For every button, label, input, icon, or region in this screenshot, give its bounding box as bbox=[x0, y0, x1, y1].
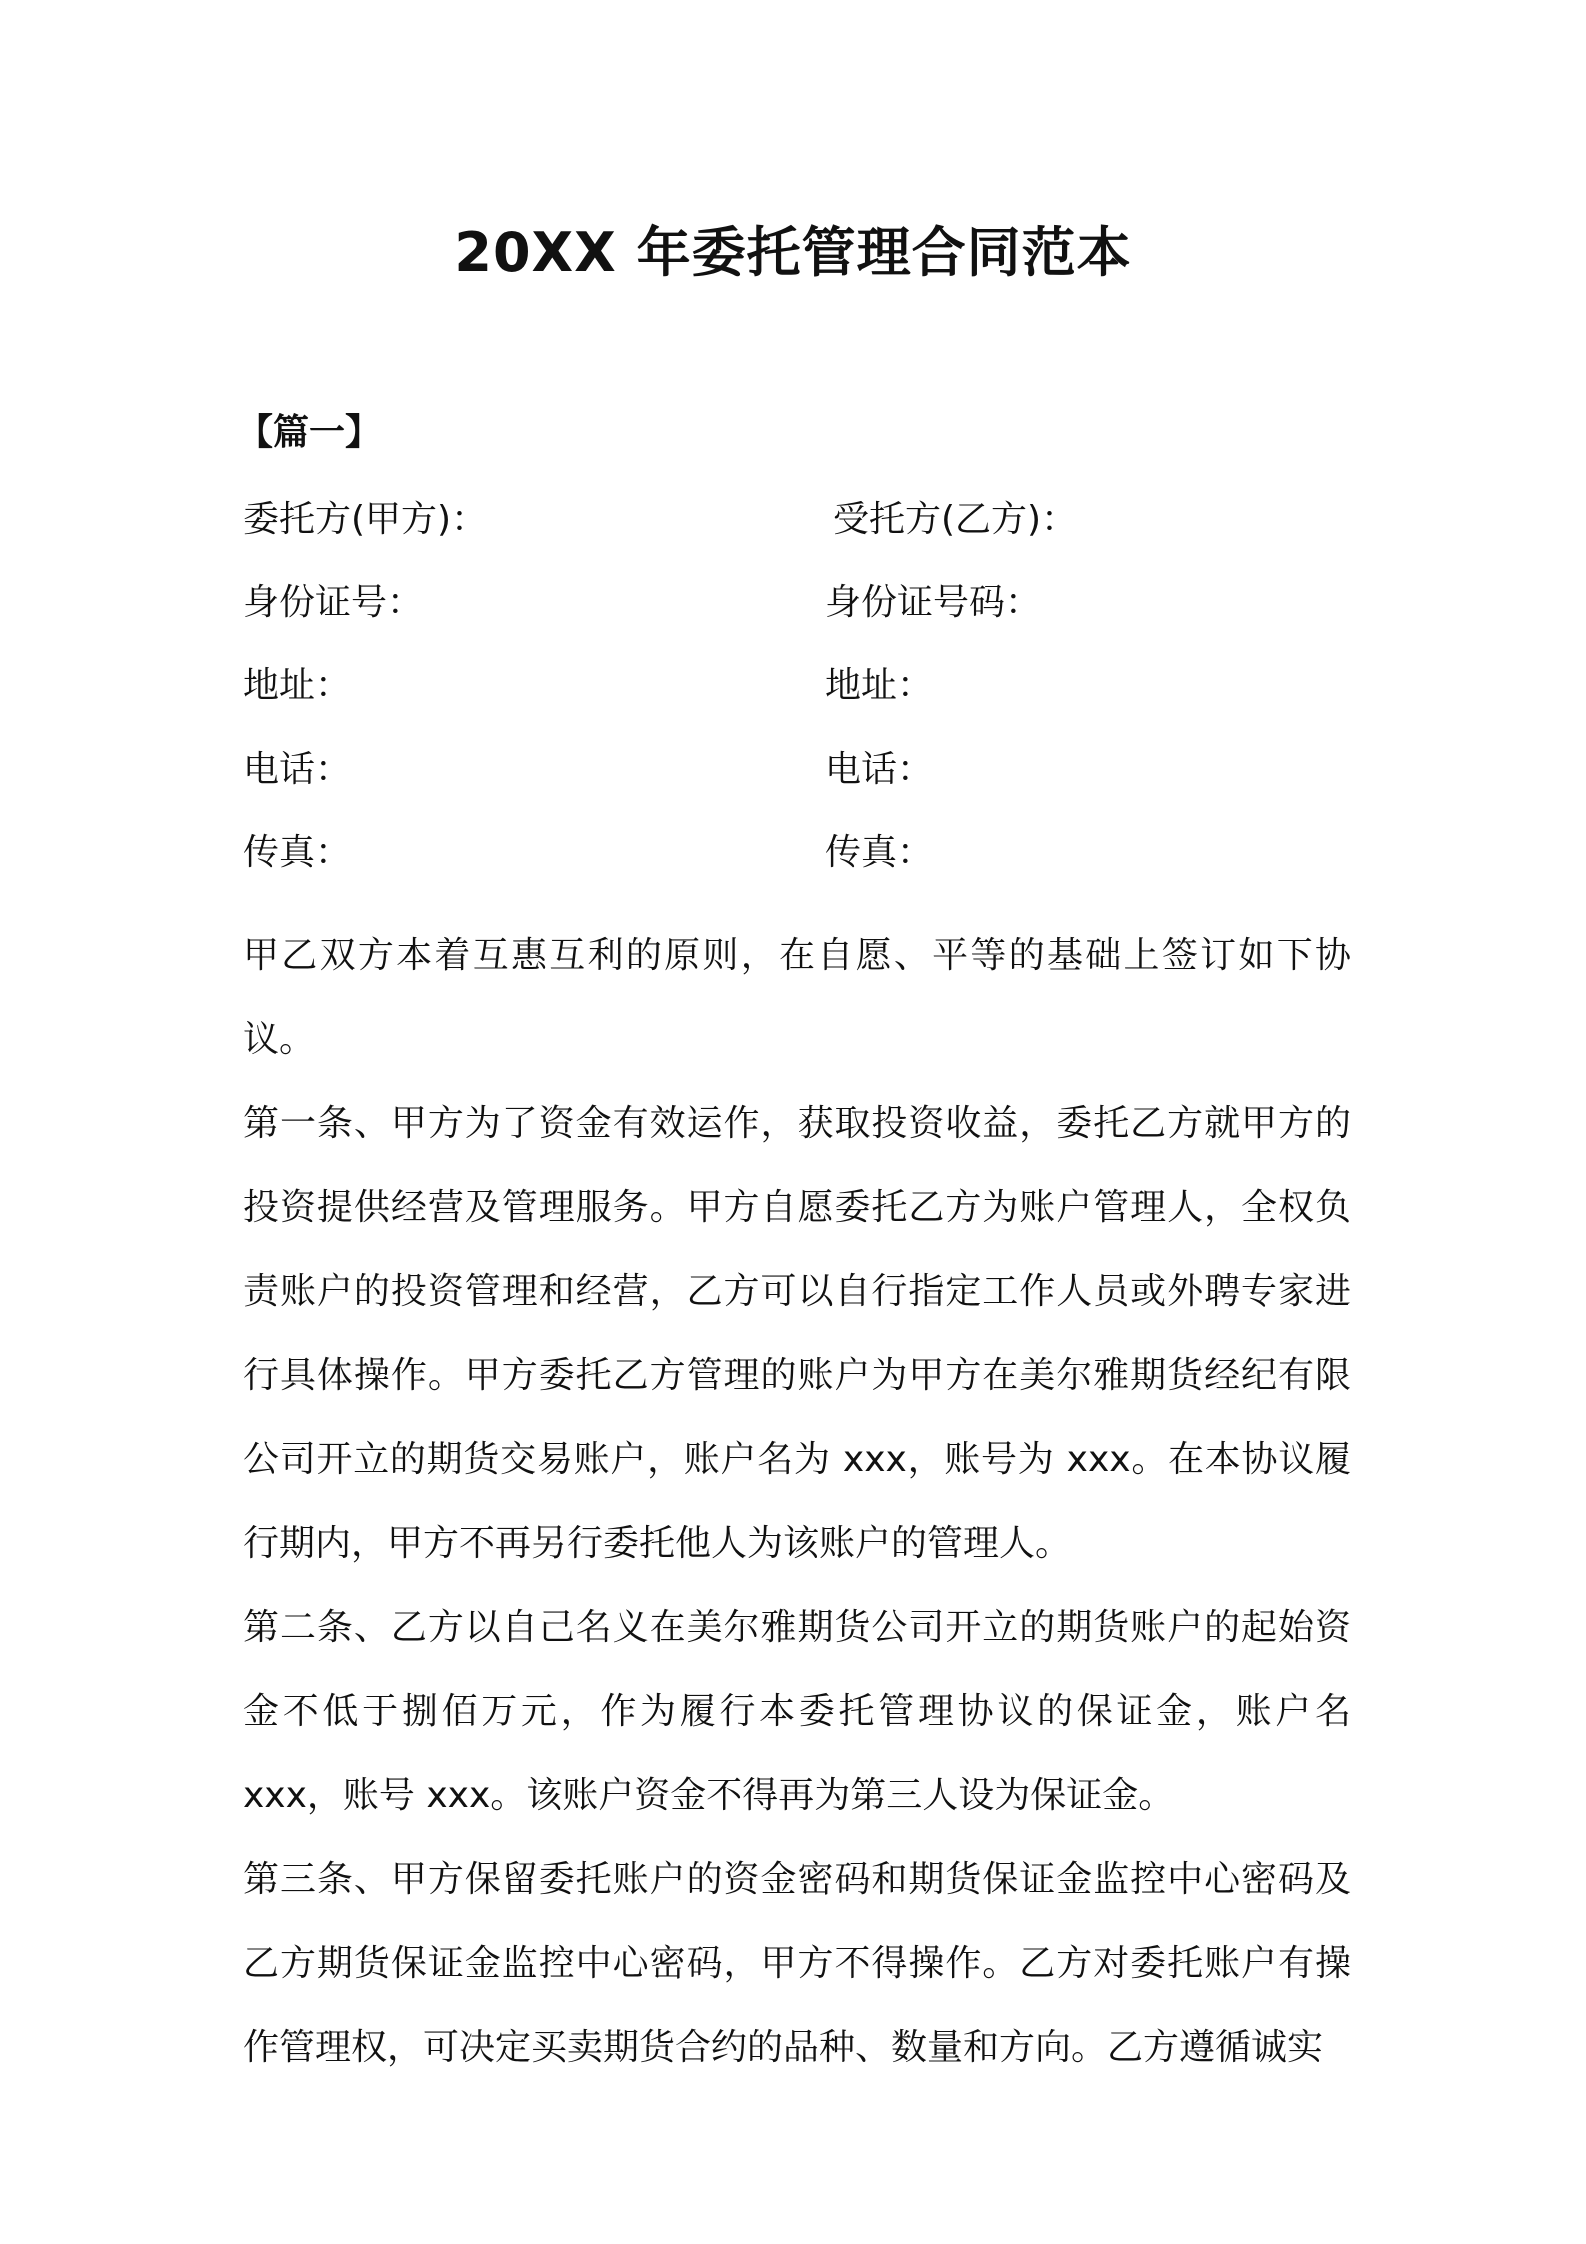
paragraph-article-1: 第一条、甲方为了资金有效运作，获取投资收益，委托乙方就甲方的投资提供经营及管理服务。甲方自愿委托乙方为账户管理人，全权负责账户的投资管理和经营，乙方可以自行指定工作人员或外聘专家进行具体操作。甲方委托乙方管理的账户为甲方在美尔雅期货经纪有限公司开立的期货交易账户，账户名为 xxx，账号为 xxx。在本协议履行期内，甲方不再另行委托他人为该账户的管理人。 bbox=[243, 1103, 1351, 1564]
party-a-principal-label: 委托方(甲方)： bbox=[243, 499, 488, 540]
paragraph-article-2: 第二条、乙方以自己名义在美尔雅期货公司开立的期货账户的起始资金不低于捌佰万元，作为履行本委托管理协议的保证金，账户名 xxx，账号 xxx。该账户资金不得再为第三人设为保证金。 bbox=[243, 1607, 1351, 1816]
party-b-address-label: 地址： bbox=[825, 665, 934, 706]
party-b-id-label: 身份证号码： bbox=[825, 582, 1042, 623]
party-a-fax-label: 传真： bbox=[243, 832, 352, 873]
section-label: 【篇一】 bbox=[237, 412, 382, 453]
party-a-phone-label: 电话： bbox=[243, 749, 352, 790]
party-b-phone-label: 电话： bbox=[825, 749, 934, 790]
paragraph-article-3: 第三条、甲方保留委托账户的资金密码和期货保证金监控中心密码及乙方期货保证金监控中心密码，甲方不得操作。乙方对委托账户有操作管理权，可决定买卖期货合约的品种、数量和方向。乙方遵循诚实 bbox=[243, 1859, 1351, 2068]
document-title: 20XX 年委托管理合同范本 bbox=[454, 221, 1132, 284]
party-a-id-label: 身份证号： bbox=[243, 582, 424, 623]
contract-body bbox=[243, 914, 1351, 2090]
party-b-agent-label: 受托方(乙方)： bbox=[833, 499, 1078, 540]
party-b-fax-label: 传真： bbox=[825, 832, 934, 873]
party-a-address-label: 地址： bbox=[243, 665, 352, 706]
paragraph-preamble: 甲乙双方本着互惠互利的原则，在自愿、平等的基础上签订如下协议。 bbox=[243, 935, 1351, 1060]
